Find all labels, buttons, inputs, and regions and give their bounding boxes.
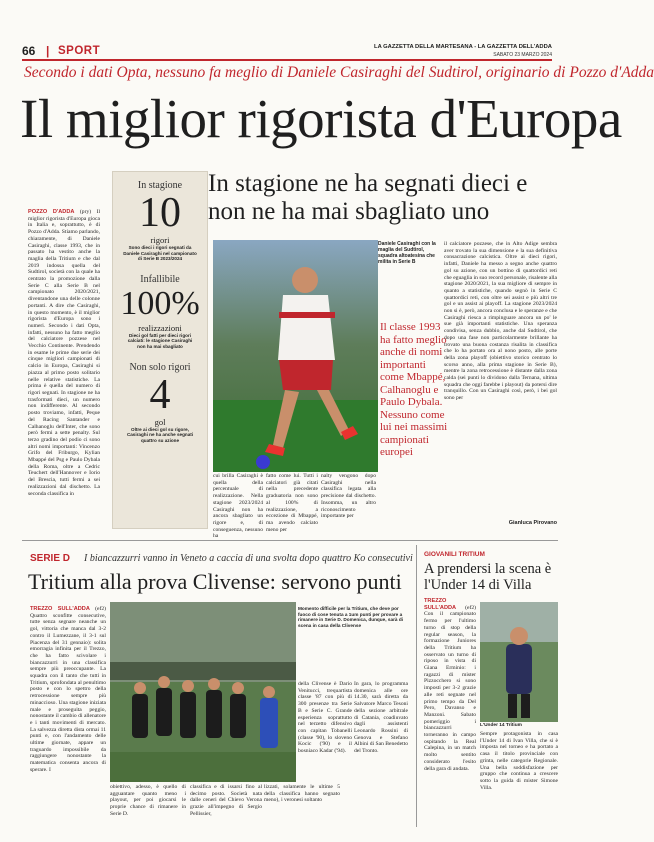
section-name: SPORT — [58, 45, 101, 57]
section-label: SERIE D — [30, 553, 71, 564]
stat-value: 10 — [139, 190, 181, 236]
stat-heading: In stagione — [137, 180, 183, 191]
tritium-column-5: della Clivense è Dario Venitucci, trequartista classe '87 con più di 300 presenze tra Serie B e Serie C. Grande esperienza soprattutto nel terzetto difensivo con capitan Tobanelli (classe '90), lo sloveno Kocic ('90) e il bosniaco Kadar ('94). — [298, 681, 352, 755]
under14-photo — [480, 602, 558, 722]
giovanili-column-2: Sempre protagonista in casa l'Under 14 di Ivan Villa, che si è imposta nel torneo e ha portato a casa il titolo provinciale con grinta, nelle categorie Regionale. Una bella soddisfazione per gruppo che continua a crescere sotto la guida di mister Simone Villa. — [480, 731, 558, 791]
tritium-column-2: obiettivo, adesso, è quello di agguantare quanto meno i playout, per poi giocarsi le proprie chance di rimanere in Serie D. — [110, 784, 186, 817]
page-number: 66 — [22, 44, 36, 58]
main-headline: Il miglior rigorista d'Europa — [20, 88, 622, 149]
main-article-column-b1: cui brilla Casiraghi è quella della percentuale di realizzazione. Nella stagione 2023/2024 Casiraghi non ha ancora sbagliato un rigore e, di conseguenza, nessuno ha — [213, 473, 263, 540]
byline-tag: (pry) — [79, 209, 92, 215]
pull-quote: Il classe 1993 ha fatto meglio anche di nomi importanti come Mbappé, Calhanoglu e Paulo Dybala. Nessuno come lui nei massimi campionati europei — [380, 321, 448, 458]
tritium-column-3: classifica e di issarsi fino al decimo posto. Società nata dalle ceneri del Chievo Verona grazie all'impegno di Sergio Pellissier, — [190, 784, 262, 817]
main-article-column-right: il calciatore pozzese, che in Alto Adige sembra aver trovato la sua dimensione e la sua definitiva consacrazione calcistica. Oltre ai dieci rigori, infatti, Daniele ha messo a segno anche quattro gol su azione, con un bottino di quattordici reti che eguaglia in suo record personale, risalente alla stagione 2020/2021, la sua migliore di sempre in quanto a statistiche, quando segnò in Serie C quattordici reti, con oltre sei assist e più altri tre gol e un assist ai playoff. La stagione 2023/2024 non si è, però, ancora conclusa e le speranze e che Casiraghi riesca a rimpinguare ancora un po' le sue già importanti statistiche. Una speranza condivisa, senza dubbio, anche dal Sudtirol, che dopo una fase non particolarmente brillante ha trovato una buona costanza risalita in classifica che lo ha portato ora al nono posto, alle porte della zona playoff (obiettivo storico centrato lo scorso anno, alla prima stagione in Serie B), mentre la zona retrocessione è distante dalla zona calda (sei punti lo dividono dalla Ternana, ultima squadra che oggi farebbe i playout) da potersi dire tranquillo. Con un Casiraghi così, però, i bei gol sono per — [444, 241, 557, 402]
dateline: TREZZO SULL'ADDA — [424, 598, 457, 611]
tritium-headline: Tritium alla prova Clivense: servono punti — [28, 569, 402, 594]
tritium-column-6: In gara, lo programma domenica alle ore 14.30, sarà diretta da Salvatore Marco Tesoni della sezione arbitrale di Catania, coadiuvato dagli assistenti Leonardo Rossini di Genova e Stefano Albini di San Benedetto del Tronto. — [354, 681, 408, 755]
byline-tag: (ef2) — [95, 606, 106, 612]
main-article-column-b2: fatto come lui. Tutti i calciatori già citati nella precedente graduatoria non sono al 100% di realizzazione, a eccezione di Mbappé, ma avendo calciato meno per — [266, 473, 318, 533]
tritium-column-1 — [30, 606, 106, 812]
stat-description: Sono dieci i rigori segnati da Daniele Casiraghi nel campionato di Serie B 2023/2024 — [123, 245, 197, 262]
giovanili-column-1 — [424, 598, 476, 828]
dateline: POZZO D'ADDA — [28, 209, 75, 215]
header-rule — [22, 59, 552, 61]
stat-heading: Non solo rigori — [129, 361, 191, 373]
photo-caption: L'Under 14 Tritium — [480, 723, 522, 728]
stat-heading: Infallibile — [140, 273, 180, 285]
stat-description: Dieci gol fatti per dieci rigori calciati: le stagione Casiraghi non ha mai sbagliato — [127, 332, 193, 349]
page-separator: | — [46, 44, 50, 58]
masthead: LA GAZZETTA DELLA MARTESANA - LA GAZZETTA DELL'ADDA — [374, 44, 552, 50]
stat-description: Oltre ai dieci gol su rigore, Casiraghi ne ha anche segnati quattro su azione — [126, 426, 194, 443]
section-divider — [22, 540, 558, 541]
giovanili-headline: A prendersi la scena è l'Under 14 di Villa — [424, 561, 552, 593]
dateline: TREZZO SULL'ADDA — [30, 606, 90, 612]
author-signature: Gianluca Pirovano — [508, 520, 557, 526]
article-text: Il miglior rigorista d'Europa gioca in Italia e, soprattutto, è di Pozzo d'Adda. Stiamo parlando, chiaramente, di Daniele Casiraghi, classe 1993, che in passato ha vestito anche la maglia della Tritium e che dal 2019 indossa quella del Sudtirol, società con la quale ha centrato la promozione dalla Serie C alla Serie B nel campionato 2020/2021, diventandone una delle colonne portanti. A dire che Casiraghi, in questo momento, è il miglior rigorista d'Europa sono i numeri. Secondo i dati Opta, infatti, nessuno ha fatto meglio del calciatore pozzese nel Vecchio Continente. Prendendo in esame le prime due serie dei cinque migliori campionati di calcio in Europa, Casiraghi si piazza al primo posto solitario nelle relative statistiche. La prima è quella del numero di rigori segnati. In stagione ne ha trasformati dieci, un numero non indifferente. Al secondo posto troviamo, infatti, Peque del Racing Santander e Calhanoglu dell'Inter, che sono però fermi a sette penalty. Sul terzo gradino del podio ci sono altri nomi importanti: Vincenzo Grifo del Friburgo, Kylian Mbappé del Psg e Paulo Dybala della Roma, oltre a Cedric Teuchert dell'Hannover e Iorio del Brescia, tutti fermi a sei realizzazioni dal dischetto. La seconda classifica in — [28, 209, 101, 497]
team-photo — [110, 602, 296, 782]
article-text: Con il campionato fermo per l'ultimo turno di stop della regular season, la formazione Juniores della Tritium ha osservato un turno di riposo in vista di Giana Erminio: i ragazzi di mister Pizzocchero si sono imposti per 3-2 grazie alle reti segnate nel primo tempo da Del Pero, Davanso e Manzoni. Sabato pomeriggio i biancazzurri torneranno in campo ospitando la Real Calepina, in un match molto sentito considerato l'esito della gara di andata. — [424, 611, 476, 772]
tritium-column-4: lizzati, solamente le ultime 5 della classifica hanno segnato meno), i veronesi soltanto — [264, 784, 340, 804]
stats-box — [112, 171, 208, 529]
section-label: GIOVANILI TRITIUM — [424, 551, 485, 558]
stat-value: 4 — [149, 371, 171, 418]
issue-date: SABATO 23 MARZO 2024 — [493, 52, 552, 58]
column-divider — [416, 545, 417, 827]
byline-tag: (ef2) — [465, 604, 476, 611]
photo-caption: Daniele Casiraghi con la maglia del Sudtirol, squadra altoatesina che milita in Serie B — [378, 241, 436, 265]
main-article-column-b3: nalty vengono dopo Casiraghi nella classifica legata alla precisione dal dischetto. Insomma, un altro riconoscimento importante per — [321, 473, 376, 520]
photo-caption: Momento difficile per la Tritium, che deve por fuoco di cose tenuta a 1um punti per provare a rimanere in Serie D. Domenica, dunque, sarà di scena in casa della Clivense — [298, 606, 403, 629]
stat-unit: realizzazioni — [138, 322, 182, 333]
stat-unit: rigori — [150, 235, 170, 245]
stat-value: 100% — [120, 284, 200, 322]
tritium-kicker: I biancazzurri vanno in Veneto a caccia di una svolta dopo quattro Ko consecutivi — [84, 553, 413, 564]
main-article-column-1 — [28, 209, 100, 541]
main-deck: In stagione ne ha segnati dieci e non ne ha mai sbagliato uno — [208, 170, 528, 225]
stat-unit: gol — [154, 416, 166, 427]
main-kicker: Secondo i dati Opta, nessuno fa meglio di Daniele Casiraghi del Sudtirol, originario di Pozzo d'Adda — [24, 64, 654, 81]
article-text: Quattro sconfitte consecutive, tutte senza segnare neanche un gol, vittoria che manca dal 3-2 contro il Lumezzane, il 3-1 sul Piacenza del 31 gennaio): solita emorragia infinita per il Trezzo, che ha fatto scivolare i biancazzurri in una classifica sempre più preoccupante. La squadra con il tanto che tutti in Tritium, sprofondata al penultimo posto e con lo spettro della retrocessione sempre più minaccioso. Una stagione iniziata male e proseguita peggio, nonostante il cambio di allenatore e i tanti movimenti di mercato. La salvezza diretta dista ormai 11 punti e, con l'andamento delle ultime giornate, appare un traguardo impossibile da raggiungere nonostante la matematica consenta ancora di sperare. I — [30, 612, 106, 773]
player-photo — [213, 240, 378, 472]
